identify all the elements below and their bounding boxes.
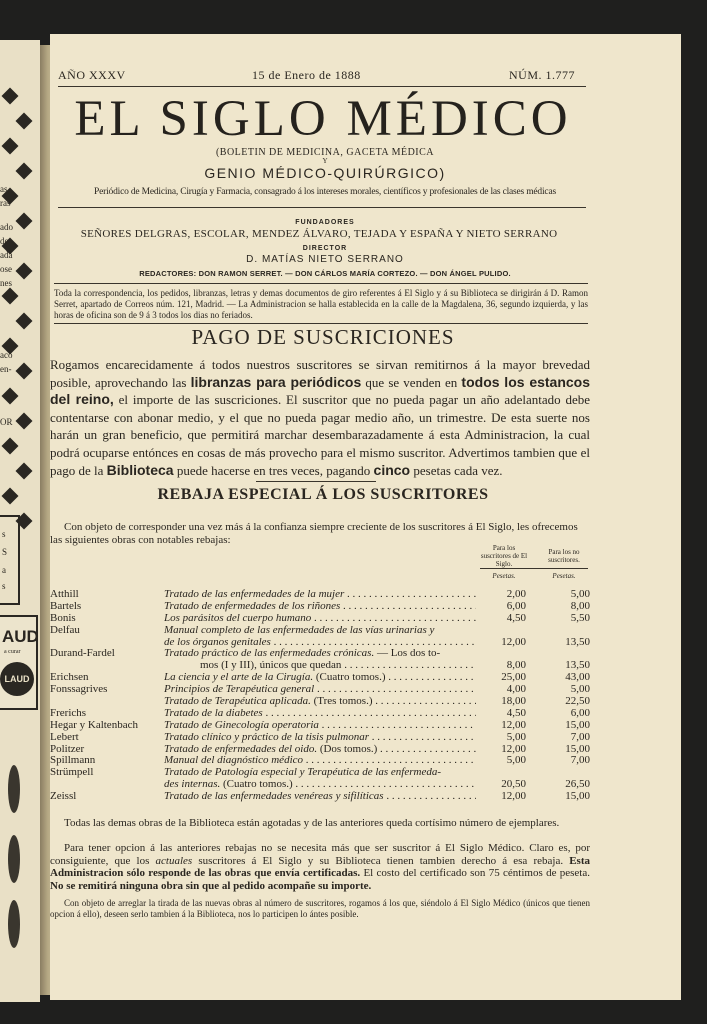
pago-bold-biblioteca: Biblioteca — [106, 461, 174, 478]
notice-rule — [54, 323, 588, 324]
price-subscriber: 12,00 — [501, 718, 526, 731]
book-title-text: Tratado de Ginecología operatoria — [164, 719, 319, 731]
header-rule — [58, 86, 586, 87]
price-non-subscriber: 5,00 — [570, 683, 590, 696]
footnote-tirada: Con objeto de arreglar la tirada de las nuevas obras al número de suscritores, rogamos á los que, siéndolo á El Siglo Médico (únicos que tienen opcion á ello), deseen serlo tambien á la Biblioteca, nos lo participen lo ántes posible. — [50, 898, 590, 919]
column-head-non-subscribers: Para los no suscritores. — [548, 548, 580, 564]
price-non-subscriber: 13,50 — [565, 659, 590, 672]
issue-year: AÑO XXXV — [58, 68, 126, 82]
book-author: Strümpell — [50, 767, 94, 779]
price-subscriber: 4,00 — [506, 683, 526, 696]
left-fragment: ras — [0, 198, 11, 208]
footnote-agotadas: Todas las demas obras de la Biblioteca están agotadas y de las anteriores queda cortísimo número de ejemplares. — [64, 817, 560, 829]
chain-link-icon — [2, 488, 19, 505]
book-volume-note: (Tres tomos.) — [310, 696, 373, 708]
left-ad-title: AUD — [2, 627, 39, 646]
masthead-subtitle-2: GENIO MÉDICO-QUIRÚRGICO) — [204, 165, 446, 181]
chain-link-icon — [2, 88, 19, 105]
unit-subscribers: Pesetas. — [492, 572, 516, 580]
left-fragment: ose — [0, 264, 12, 274]
book-title-text: Tratado clínico y práctico de la tisis pulmonar — [164, 731, 370, 743]
price-non-subscriber: 15,00 — [565, 790, 590, 803]
price-subscriber: 25,00 — [501, 671, 526, 684]
table-row — [50, 601, 590, 613]
book-author: Frerichs — [50, 707, 87, 719]
book-title — [164, 732, 476, 744]
editors-line: REDACTORES: DON RAMON SERRET. — DON CÁRLOS MARÍA CORTEZO. — DON ÁNGEL PULIDO. — [139, 269, 511, 278]
book-title-text: Tratado de enfermedades de los riñones — [164, 600, 341, 612]
book-title-text: Tratado de las enfermedades venéreas y sifilíticas — [164, 791, 384, 803]
book-volume-note: (Cuatro tomos.) — [220, 779, 293, 791]
chain-link-icon — [16, 363, 33, 380]
book-title — [164, 779, 476, 791]
book-author: Bartels — [50, 600, 82, 612]
pago-text: que se venden en — [365, 374, 458, 390]
table-row — [50, 732, 590, 744]
left-ad-laud — [0, 615, 38, 710]
book-volume-note: (Dos tomos.) — [317, 743, 378, 755]
left-fragment: en- — [0, 364, 12, 374]
book-volume-note: (Cuatro tomos.) — [313, 672, 386, 684]
chain-link-icon — [16, 463, 33, 480]
book-title-text: Principios de Terapéutica general — [164, 684, 315, 696]
masthead-subtitle-1: (BOLETIN DE MEDICINA, GACETA MÉDICA — [215, 147, 435, 158]
price-subscriber: 12,00 — [501, 635, 526, 648]
founders-names: SEÑORES DELGRAS, ESCOLAR, MENDEZ ÁLVARO, TEJADA Y ESPAÑA Y NIETO SERRANO — [80, 228, 558, 240]
opcion-bold: Esta Administracion sólo responde de las obras que envía certificadas. — [50, 854, 590, 880]
column-head-rule — [480, 568, 588, 569]
issue-date: 15 de Enero de 1888 — [252, 68, 361, 82]
left-ad-fragment: a — [2, 565, 6, 575]
chain-link-icon — [16, 263, 33, 280]
book-author: Politzer — [50, 743, 85, 755]
pago-bold-libranzas: libranzas para periódicos — [190, 373, 362, 390]
table-row — [50, 708, 590, 720]
chain-link-icon — [16, 113, 33, 130]
table-row — [50, 755, 590, 767]
price-non-subscriber: 22,50 — [565, 695, 590, 708]
table-row — [50, 625, 590, 637]
founders-label: FUNDADORES — [295, 219, 355, 226]
book-title — [164, 708, 476, 720]
left-fragment: OR — [0, 417, 13, 427]
book-author: Durand-Fardel — [50, 648, 115, 660]
director-name: D. MATÍAS NIETO SERRANO — [246, 254, 404, 265]
book-title — [164, 696, 476, 708]
editors-rule — [54, 283, 588, 284]
left-fragment: ada — [0, 250, 13, 260]
book-title-text: Tratado de las enfermedades de la mujer — [164, 589, 345, 600]
column-head-subscribers: Para los suscritores de El Siglo. — [480, 544, 528, 568]
section-title-pago: PAGO DE SUSCRICIONES — [191, 325, 455, 349]
price-subscriber: 4,50 — [506, 611, 526, 624]
price-non-subscriber: 5,00 — [570, 588, 590, 600]
chain-link-icon — [2, 438, 19, 455]
fish-illustration-icon — [0, 725, 38, 960]
left-page-strip — [0, 40, 40, 1002]
price-subscriber: 2,00 — [506, 588, 526, 600]
tagline-rule — [58, 207, 586, 208]
left-ad-fragment: s — [2, 529, 6, 539]
price-non-subscriber: 5,50 — [570, 611, 590, 624]
chain-link-icon — [2, 288, 19, 305]
pago-text: pesetas cada vez. — [413, 462, 503, 478]
opcion-italic: actuales — [155, 854, 193, 867]
table-row — [50, 720, 590, 732]
book-author: Erichsen — [50, 672, 89, 684]
book-title — [164, 791, 476, 803]
book-author: Zeissl — [50, 791, 77, 803]
table-row — [50, 791, 590, 803]
left-fragment: aco — [0, 350, 13, 360]
chain-link-icon — [16, 163, 33, 180]
masthead-title: EL SIGLO MÉDICO — [74, 91, 572, 147]
book-title — [164, 672, 476, 684]
pago-bold-estancos: todos los estancos del reino, — [50, 373, 591, 408]
book-title — [164, 684, 476, 696]
pago-text: Rogamos encarecidamente á todos nuestros suscritores se sirvan remitirnos á la mayor brevedad posible, aprovechando las — [50, 357, 590, 390]
book-title-text: Tratado práctico de las enfermedades crónicas. — [164, 648, 375, 660]
price-subscriber: 8,00 — [506, 659, 526, 672]
book-title — [164, 755, 476, 767]
section-title-rebaja: REBAJA ESPECIAL Á LOS SUSCRITORES — [157, 486, 489, 503]
price-subscriber: 20,50 — [501, 778, 526, 791]
left-ad-logo: LAUD — [0, 662, 34, 696]
price-non-subscriber: 26,50 — [565, 778, 590, 791]
left-fragment: nes — [0, 278, 12, 288]
footnote-opcion — [50, 842, 590, 892]
book-title — [164, 648, 476, 660]
book-title-text: Tratado de la diabetes — [164, 707, 263, 719]
book-title-text: des internas. — [164, 779, 221, 791]
left-ad-fragment: s — [2, 581, 6, 591]
book-author: Delfau — [50, 624, 80, 636]
left-fragment: de — [0, 236, 9, 246]
book-price-table — [50, 589, 590, 803]
book-title — [164, 744, 476, 756]
book-title — [164, 637, 476, 649]
section-divider — [256, 481, 376, 482]
left-ad-subtitle: a curar — [4, 649, 21, 655]
pago-text: el importe de las suscriciones. El suscritor que no pueda pagar un año adelantado debe contentarse con abonar medio, y el que no pueda pagar medio año, un trimestre. De esta suerte nos harán un gran beneficio, que permitirá marchar desembarazadamente á esta Administracion, la cual podrá ocuparse entónces en cosas de más provecho para el mismo suscritor. Advertimos tambien que el pago de la — [50, 392, 591, 478]
administration-notice: Toda la correspondencia, los pedidos, libranzas, letras y demas documentos de giro referentes á El Siglo y á su Biblioteca se dirigirán á D. Ramon Serret, apartado de Correos núm. 121, Madrid. — La Administracion se halla establecida en la calle de la Magdalena, 36, segundo izquierda, y las horas de oficina son de 9 á 3 todos los dias no feriados. — [54, 288, 588, 320]
book-title — [164, 589, 476, 601]
price-non-subscriber: 15,00 — [565, 718, 590, 731]
opcion-bold-2: No se remitirá ninguna obra sin que al pedido acompañe su importe. — [50, 879, 372, 892]
price-subscriber: 5,00 — [506, 754, 526, 767]
book-author: Fonssagrives — [50, 684, 108, 696]
price-subscriber: 4,50 — [506, 706, 526, 719]
chain-link-icon — [2, 138, 19, 155]
unit-non-subscribers: Pesetas. — [552, 572, 576, 580]
book-title — [164, 613, 476, 625]
left-ad-fragment: S — [2, 547, 8, 557]
price-non-subscriber: 8,00 — [570, 599, 590, 612]
price-subscriber: 18,00 — [501, 695, 526, 708]
ornament-chain-icon — [2, 90, 36, 548]
book-title — [164, 767, 476, 779]
table-row — [50, 637, 590, 649]
book-title-text: Tratado de enfermedades del oido. — [164, 743, 318, 755]
masthead-subtitle-y: Y — [322, 157, 328, 165]
opcion-text: suscritores á El Siglo y su Biblioteca tienen tambien derecho á esa rebaja. — [198, 854, 564, 867]
masthead-tagline: Periódico de Medicina, Cirugía y Farmacia, consagrado á los intereses morales, científicos y profesionales de las clases médicas — [94, 187, 556, 197]
book-title-text: La ciencia y el arte de la Cirugía. — [164, 672, 314, 684]
chain-link-icon — [16, 313, 33, 330]
section-pago-paragraph — [50, 356, 590, 479]
table-row — [50, 613, 590, 625]
pago-text: puede hacerse en tres veces, pagando — [176, 462, 371, 478]
book-author: Bonis — [50, 612, 76, 624]
book-author: Hegar y Kaltenbach — [50, 719, 138, 731]
price-subscriber: 5,00 — [506, 730, 526, 743]
director-label: DIRECTOR — [302, 245, 348, 252]
pago-bold-cinco: cinco — [373, 461, 411, 478]
book-title-text: Tratado de Patología especial y Terapéutica de las enfermeda- — [164, 767, 441, 779]
left-ad-box — [0, 515, 20, 605]
price-subscriber: 12,00 — [501, 790, 526, 803]
left-fragment: ado — [0, 222, 13, 232]
book-title-text: Los parásitos del cuerpo humano — [164, 612, 312, 624]
book-title-text: Manual del diagnóstico médico — [164, 755, 304, 767]
book-author: Spillmann — [50, 755, 96, 767]
book-title — [164, 625, 476, 637]
left-fragment: as, — [0, 184, 10, 194]
book-title-text: de los órganos genitales — [164, 636, 271, 648]
book-volume-note: — Los dos to- — [374, 648, 441, 660]
opcion-text: Para tener opcion á las anteriores rebajas no se necesita más que ser suscritor á El Siglo Médico. Claro es, por consiguiente, que los — [50, 842, 590, 867]
book-title-text: Manual completo de las enfermedades de las vías urinarias y — [164, 624, 435, 636]
chain-link-icon — [2, 388, 19, 405]
price-subscriber: 6,00 — [506, 599, 526, 612]
price-non-subscriber: 6,00 — [570, 706, 590, 719]
price-non-subscriber: 7,00 — [570, 754, 590, 767]
book-title — [200, 660, 476, 672]
book-author: Atthill — [50, 589, 79, 600]
book-volume-note: mos (I y III), únicos que quedan — [200, 660, 342, 672]
price-non-subscriber: 13,50 — [565, 635, 590, 648]
issue-number: NÚM. 1.777 — [509, 68, 576, 82]
opcion-text: El costo del certificado son 75 céntimos de peseta. — [363, 867, 590, 880]
book-author: Lebert — [50, 731, 79, 743]
newspaper-page — [50, 34, 681, 1000]
book-title-text: Tratado de Terapéutica aplicada. — [164, 696, 311, 708]
rebaja-intro: Con objeto de corresponder una vez más á la confianza siempre creciente de los suscritores á El Siglo, les ofrecemos las siguientes obras con notables rebajas: — [50, 521, 578, 546]
price-non-subscriber: 15,00 — [565, 742, 590, 755]
price-subscriber: 12,00 — [501, 742, 526, 755]
chain-link-icon — [16, 413, 33, 430]
chain-link-icon — [16, 213, 33, 230]
price-non-subscriber: 7,00 — [570, 730, 590, 743]
price-non-subscriber: 43,00 — [565, 671, 590, 684]
book-title — [164, 720, 476, 732]
book-title — [164, 601, 476, 613]
